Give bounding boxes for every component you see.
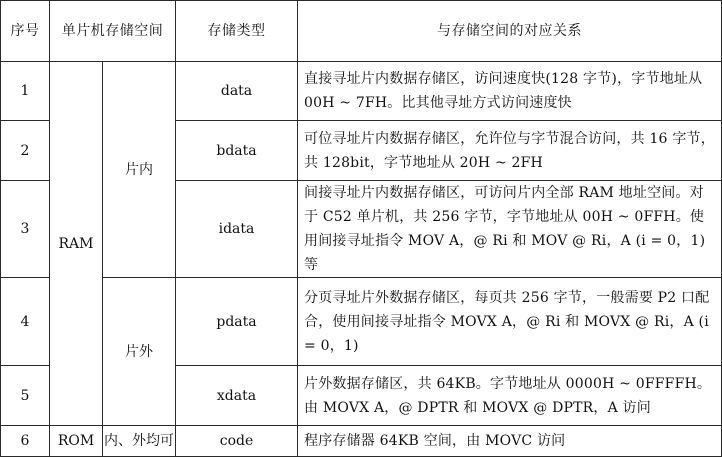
mapping-description: 分页寻址片外数据存储区，每页共 256 字节，一般需要 P2 口配合，使用间接寻址指令 MOVX A，@ Ri 和 MOVX @ Ri，A (i = 0，1) [298,278,722,366]
header-type: 存储类型 [176,1,298,62]
header-index: 序号 [1,1,50,62]
storage-type: code [176,426,298,457]
table-row [1,278,722,366]
table-row [1,426,722,457]
mapping-description: 直接寻址片内数据存储区，访问速度快(128 字节)，字节地址从 00H ~ 7FH。比其他寻址方式访问速度快 [298,62,722,121]
mapping-description: 片外数据存储区，共 64KB。字节地址从 0000H ~ 0FFFFH。由 MOVX A，@ DPTR 和 MOVX @ DPTR，A 访问 [298,366,722,426]
storage-type: data [176,62,298,121]
header-space: 单片机存储空间 [50,1,176,62]
row-index: 4 [1,278,50,366]
row-index: 2 [1,121,50,181]
mapping-description: 可位寻址片内数据存储区，允许位与字节混合访问，共 16 字节，共 128bit，字节地址从 20H ~ 2FH [298,121,722,181]
row-index: 1 [1,62,50,121]
mapping-description: 程序存储器 64KB 空间，由 MOVC 访问 [298,426,722,457]
group-both: 内、外均可 [103,426,176,457]
group-ram: RAM [50,62,103,426]
row-index: 3 [1,181,50,278]
header-mapping: 与存储空间的对应关系 [298,1,722,62]
group-rom: ROM [50,426,103,457]
table-row [1,62,722,121]
storage-type: idata [176,181,298,278]
mapping-description: 间接寻址片内数据存储区，可访问片内全部 RAM 地址空间。对于 C52 单片机，共 256 字节，字节地址从 00H ~ 0FFH。使用间接寻址指令 MOV A，@ Ri 和 MOV @ Ri，A (i = 0，1)等 [298,181,722,278]
storage-type: xdata [176,366,298,426]
group-on-chip: 片内 [103,62,176,278]
storage-type: bdata [176,121,298,181]
row-index: 6 [1,426,50,457]
storage-type: pdata [176,278,298,366]
header-row [1,1,722,62]
group-off-chip: 片外 [103,278,176,426]
row-index: 5 [1,366,50,426]
